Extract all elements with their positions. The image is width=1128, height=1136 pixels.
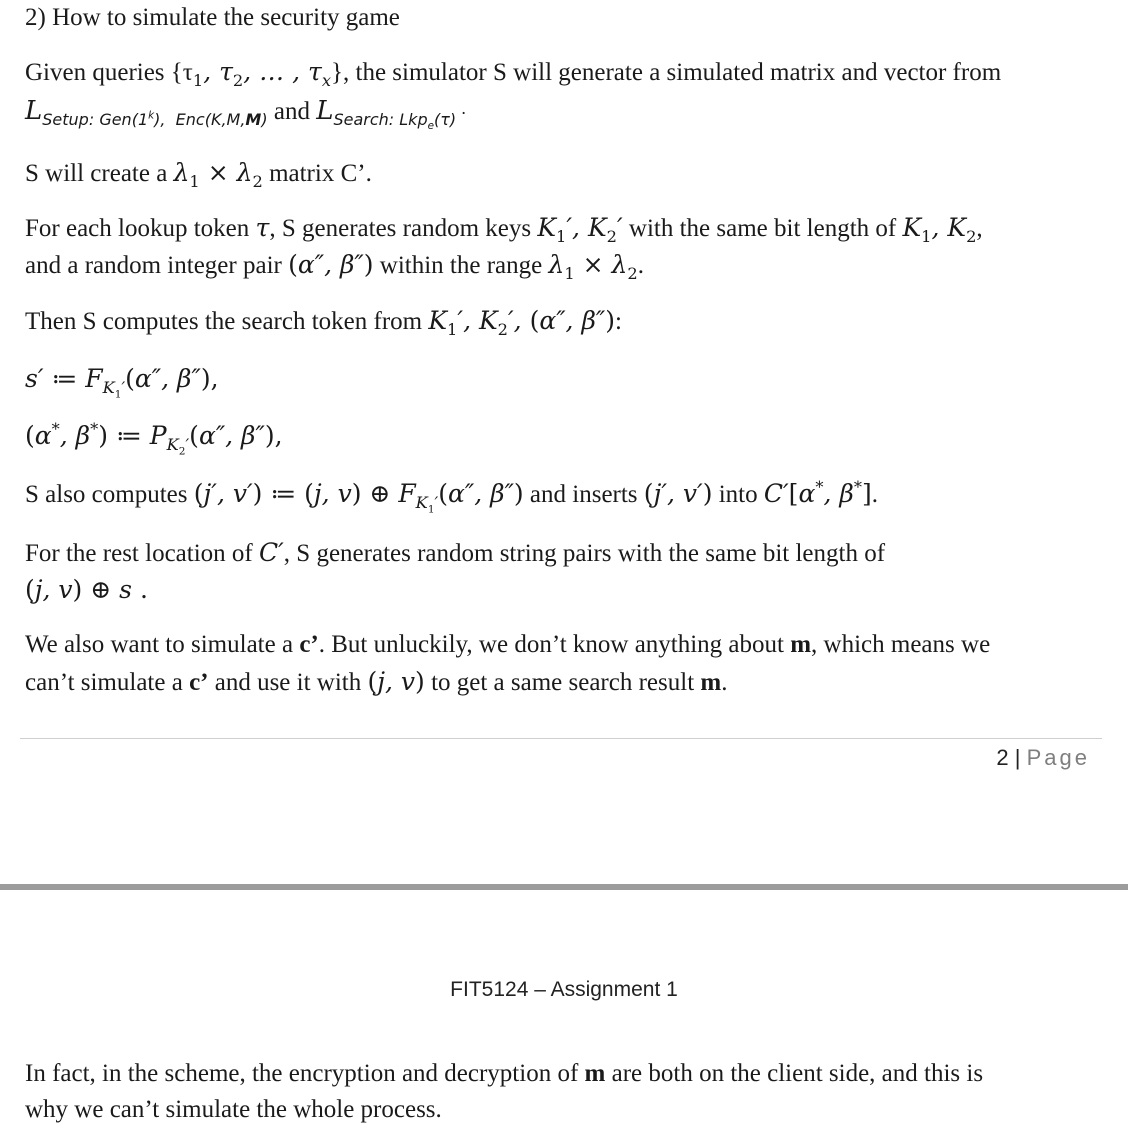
formula-c-prime: C′ — [258, 538, 284, 567]
paragraph-queries-line-2: $L_{Setup: Gen(1^k), Enc(K,M,M)}$ and $L_{Search: Lkp_e(\tau)}$ · — [25, 96, 467, 133]
paragraph-simulate-c-line-2: can’t simulate a c’ and use it with (j, v) to get a same search result m. — [25, 667, 728, 696]
equation-alpha-beta-star: (α*, β*) ≔ $P_{K_2'}(\alpha''$, β″), — [25, 419, 283, 458]
text-use-it-with: and use it with — [214, 669, 362, 696]
paragraph-search-token: Then S computes the search token from $K_1'$, $K_2'$, (α″, β″): — [25, 306, 622, 339]
text-random-pair: and a random integer pair — [25, 252, 282, 279]
text-and: and — [273, 98, 310, 125]
formula-jv: (j, v) — [367, 667, 425, 696]
formula-jv-xor-s: (j, v) ⊕ s . — [25, 575, 148, 604]
bold-m-3: m — [584, 1060, 606, 1087]
paragraph-also-computes: S also computes (j′, v′) ≔ (j, v) ⊕ $F_{K_1'}(\alpha''$, β″) and inserts (j′, v′) into C′[α*, β*]. — [25, 477, 878, 516]
page-word: Page — [1026, 745, 1090, 770]
text-rest-location: For the rest location of — [25, 540, 253, 567]
footer-divider — [20, 738, 1102, 739]
paragraph-client-side-line-2: why we can’t simulate the whole process. — [25, 1096, 442, 1123]
text-in-fact: In fact, in the scheme, the encryption and decryption of — [25, 1060, 579, 1087]
formula-keys: $K_1$, $K_2$ — [902, 213, 977, 246]
text-cant-simulate: can’t simulate a — [25, 669, 183, 696]
text-into: into — [718, 481, 758, 508]
text-same-search-result: to get a same search result — [431, 669, 695, 696]
text-simulate-a: We also want to simulate a — [25, 631, 294, 658]
page-number — [996, 744, 1090, 772]
bold-m-2: m — [700, 669, 722, 696]
text-and-inserts: and inserts — [529, 481, 638, 508]
formula-lambda-dims: $\lambda_1 \times \lambda_2$ — [173, 158, 263, 191]
text-computes-token: Then S computes the search token from — [25, 308, 423, 335]
text-given-queries: Given queries {τ — [25, 59, 193, 86]
paragraph-simulate-c-line-1 — [25, 630, 990, 660]
page-number-separator: | — [1014, 745, 1021, 770]
formula-range: $\lambda_1 \times \lambda_2$ — [548, 250, 638, 283]
text-also-computes: S also computes — [25, 481, 188, 508]
leakage-search-formula: $L_{Search: Lkp_e(\tau)}$ — [316, 96, 457, 133]
text-generates-keys: , S generates random keys — [269, 215, 532, 242]
equation-s-prime: s′ ≔ $F_{K_1'}(\alpha''$, β″), — [25, 364, 219, 401]
text-same-bit-length: with the same bit length of — [628, 215, 897, 242]
section-heading: 2) How to simulate the security game — [25, 4, 400, 31]
formula-tau: τ — [255, 213, 270, 242]
paragraph-lookup-line-2: and a random integer pair (α″, β″) within the range $\lambda_1 \times \lambda_2$. — [25, 250, 644, 283]
formula-jv-prime: (j′, v′) — [643, 479, 713, 508]
text-random-strings: , S generates random string pairs with the same bit length of — [283, 540, 886, 567]
formula-random-keys: $K_1'$, $K_2'$ — [537, 213, 623, 246]
text-which-means: , which means we — [811, 631, 991, 658]
formula-jv-xor: (j′, v′) ≔ (j, v) ⊕ $F_{K_1'}(\alpha''$, β″) — [193, 479, 524, 516]
paragraph-queries-line-1: Given queries {$\tau_1$, $\tau_2$, … , $\tau_x$}, the simulator S will generate a simulated matrix and vector from — [25, 57, 1002, 90]
bold-c-prime: c’ — [299, 631, 319, 658]
text-unluckily: . But unluckily, we don’t know anything about — [318, 631, 784, 658]
page-number-value: 2 — [996, 745, 1009, 770]
page-break-divider — [0, 884, 1128, 890]
text-matrix-c: matrix C’. — [269, 160, 372, 187]
bold-c-prime-2: c’ — [189, 669, 209, 696]
text-create-matrix: S will create a — [25, 160, 168, 187]
formula-c-prime-index: C′[α*, β*] — [763, 477, 872, 508]
bold-m: m — [790, 631, 812, 658]
formula-token-inputs: $K_1'$, $K_2'$, (α″, β″) — [428, 306, 615, 339]
paragraph-matrix — [25, 158, 372, 189]
paragraph-client-side-line-1 — [25, 1059, 983, 1089]
formula-alpha-beta: (α″, β″) — [288, 250, 374, 279]
text-client-side: are both on the client side, and this is — [611, 1060, 984, 1087]
text-for-each: For each lookup token — [25, 215, 250, 242]
page-header: FIT5124 – Assignment 1 — [450, 978, 678, 1001]
leakage-setup-formula: $L_{Setup: Gen(1^k), Enc(K,M,M)}$ — [25, 96, 268, 130]
paragraph-rest-line-1 — [25, 538, 885, 569]
text-within-range: within the range — [379, 252, 543, 279]
paragraph-lookup-line-1: For each lookup token τ, S generates random keys $K_1'$, $K_2'$ with the same bit length of $K_1$, $K_2$, — [25, 213, 983, 246]
text-simulator-generate: }, the simulator S will generate a simulated matrix and vector from — [331, 59, 1002, 86]
